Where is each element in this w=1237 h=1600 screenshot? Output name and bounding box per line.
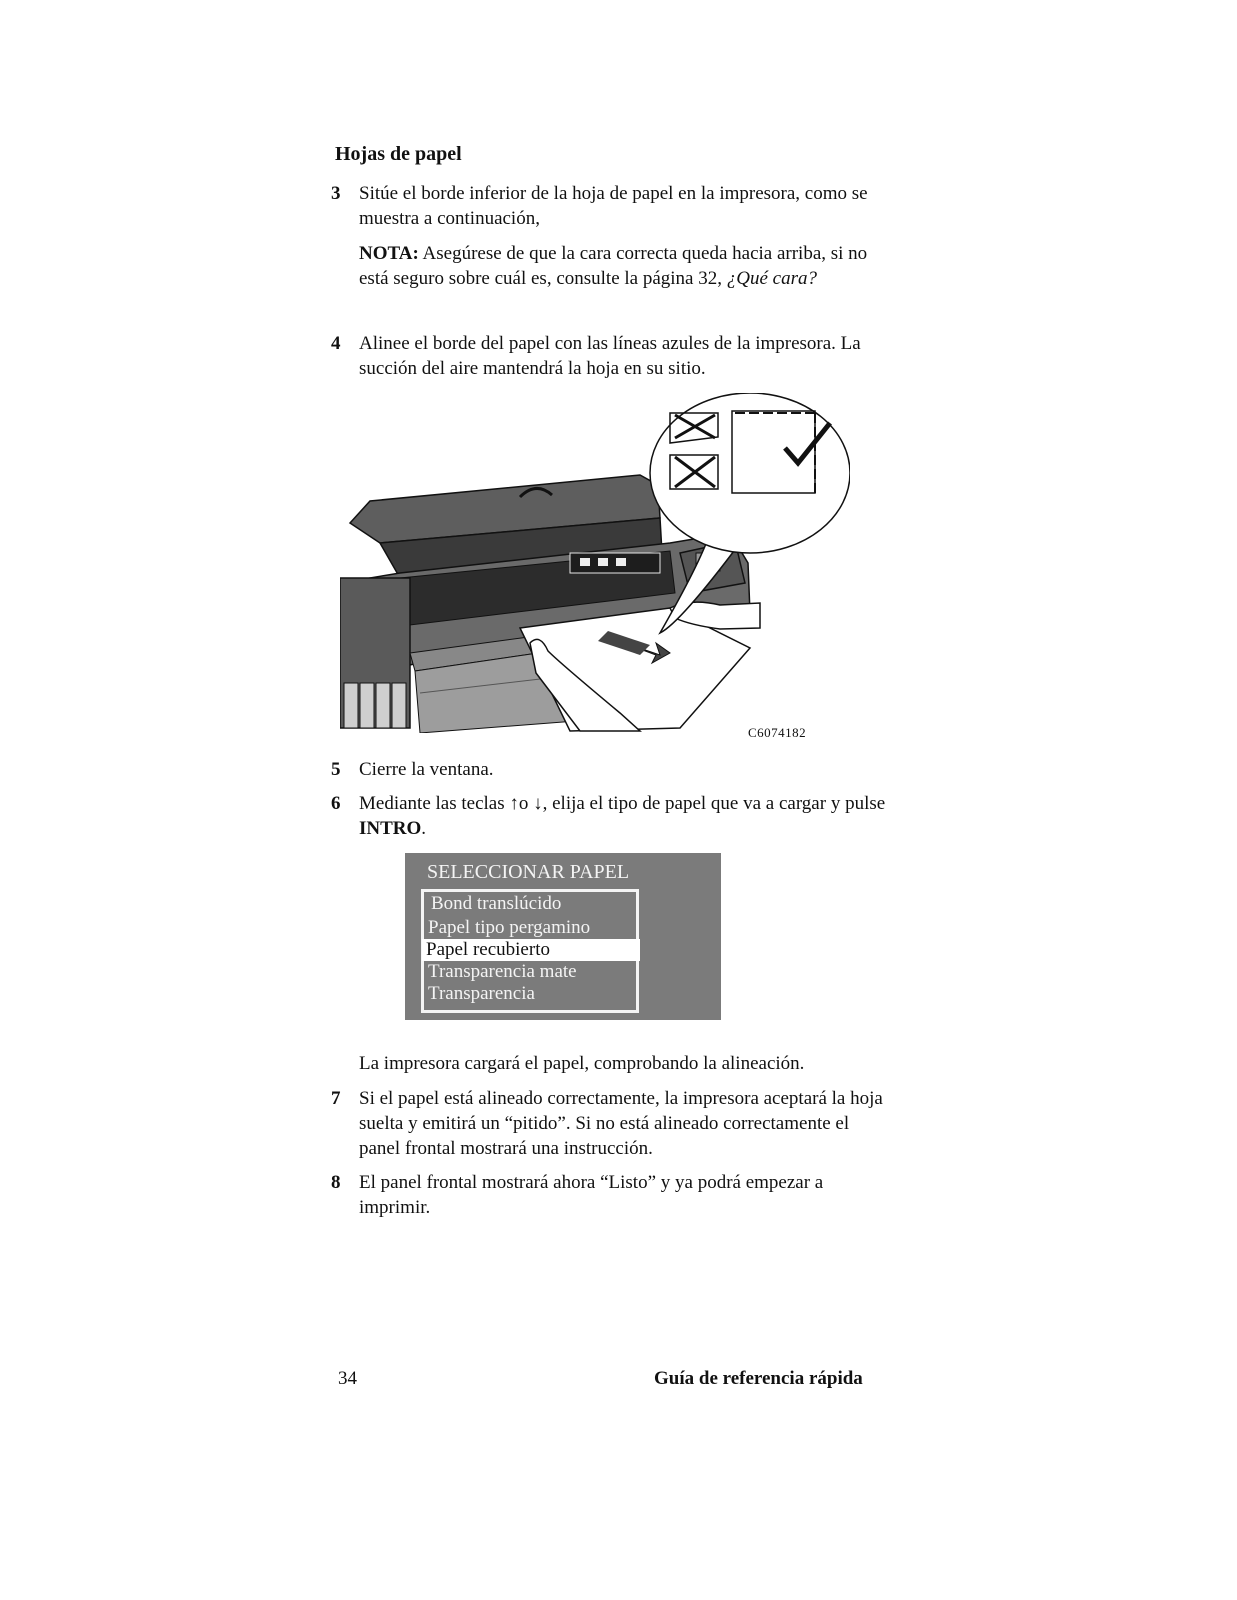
step-text: Cierre la ventana. bbox=[359, 759, 494, 780]
step-7 bbox=[331, 1086, 891, 1161]
step-8 bbox=[331, 1170, 891, 1220]
step-4 bbox=[331, 331, 891, 381]
load-text: La impresora cargará el papel, comprobando la alineación. bbox=[359, 1053, 805, 1074]
step-number: 8 bbox=[331, 1172, 341, 1193]
step-text: Alinee el borde del papel con las líneas azules de la impresora. La succión del aire mantendrá la hoja en su sitio. bbox=[359, 333, 861, 379]
section-title: Hojas de papel bbox=[335, 143, 462, 165]
arrow-down-icon: ↓ bbox=[533, 793, 543, 814]
arrow-up-icon: ↑ bbox=[509, 793, 519, 814]
step-text-part: Mediante las teclas bbox=[359, 793, 510, 814]
front-panel-display bbox=[405, 853, 721, 1020]
note-reference: ¿Qué cara? bbox=[726, 268, 817, 289]
paper-type-option: Transparencia mate bbox=[428, 961, 577, 982]
step-text-part: , elija el tipo de papel que va a cargar y pulse bbox=[542, 793, 886, 814]
figure-code: C6074182 bbox=[748, 725, 807, 740]
step-number: 4 bbox=[331, 333, 341, 354]
step-3 bbox=[331, 181, 891, 231]
paper-type-list bbox=[421, 889, 639, 1013]
paper-type-option: Bond translúcido bbox=[431, 893, 562, 914]
step-text bbox=[359, 791, 891, 841]
step-text: El panel frontal mostrará ahora “Listo” y ya podrá empezar a imprimir. bbox=[359, 1172, 824, 1218]
step-text-part: o bbox=[518, 793, 534, 814]
step-text-part: . bbox=[421, 818, 427, 839]
printer-loading-illustration bbox=[340, 393, 850, 733]
lcd-title: SELECCIONAR PAPEL bbox=[427, 861, 630, 883]
note-label: NOTA: bbox=[359, 243, 419, 264]
step-text: Si el papel está alineado correctamente, la impresora aceptará la hoja suelta y emitirá un “pitido”. Si no está alineado correctamente el panel frontal mostrará una instrucción. bbox=[359, 1088, 883, 1159]
step-text: Sitúe el borde inferior de la hoja de papel en la impresora, como se muestra a continuación, bbox=[359, 183, 868, 229]
page-number: 34 bbox=[338, 1368, 357, 1389]
step-number: 3 bbox=[331, 183, 341, 204]
intro-key-label: INTRO bbox=[359, 818, 422, 839]
step-5 bbox=[331, 757, 891, 782]
footer-title: Guía de referencia rápida bbox=[654, 1368, 863, 1389]
step-number: 6 bbox=[331, 793, 341, 814]
paper-type-option: Transparencia bbox=[428, 983, 535, 1004]
step-number: 7 bbox=[331, 1088, 341, 1109]
step-6 bbox=[331, 791, 891, 841]
note bbox=[359, 241, 889, 291]
paper-type-option: Papel tipo pergamino bbox=[428, 917, 591, 938]
step-number: 5 bbox=[331, 759, 341, 780]
note-text: Asegúrese de que la cara correcta queda hacia arriba, si no está seguro sobre cuál es, consulte la página 32, bbox=[359, 243, 868, 289]
paper-type-option-selected: Papel recubierto bbox=[422, 939, 640, 961]
